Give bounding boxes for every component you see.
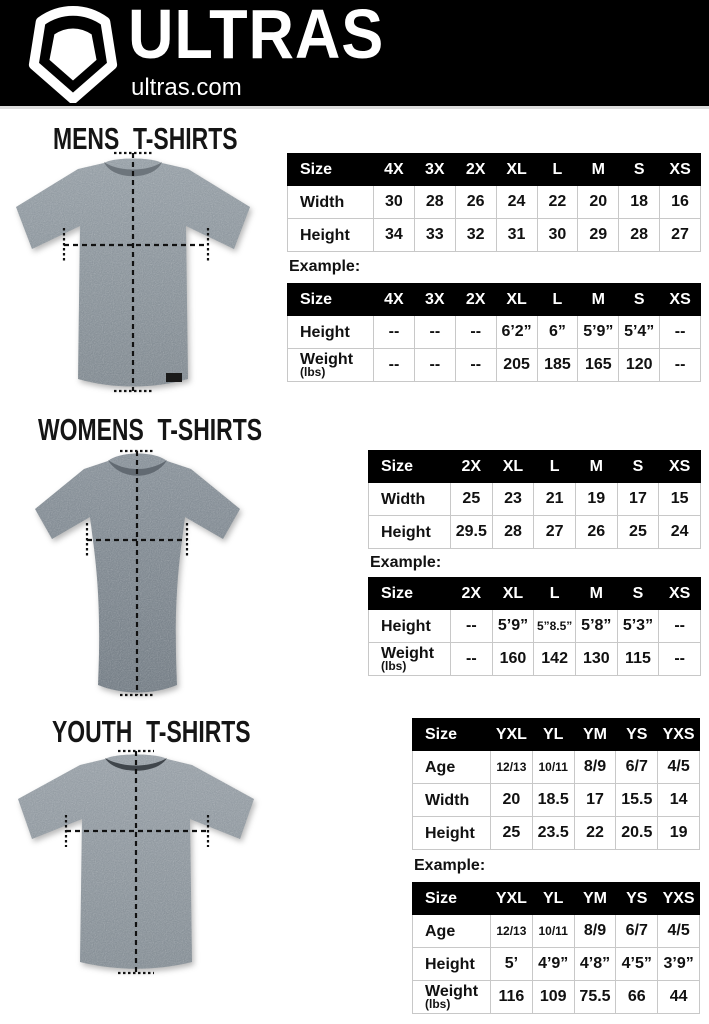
size-col-header: XL xyxy=(496,154,537,186)
brand-title: ULTRAS xyxy=(128,0,385,73)
row-label: Width xyxy=(288,186,374,219)
size-col-header: YL xyxy=(532,719,574,751)
table-cell: 17 xyxy=(574,784,616,817)
table-cell: 24 xyxy=(659,516,701,549)
table-row xyxy=(288,316,701,349)
mens-section-title: MENS T-SHIRTS xyxy=(53,121,238,156)
size-col-header: 3X xyxy=(414,284,455,316)
size-col-header: YM xyxy=(574,883,616,915)
mens-size-table xyxy=(287,153,701,252)
table-cell: 15 xyxy=(659,483,701,516)
table-cell: -- xyxy=(455,349,496,382)
table-cell: 5’ xyxy=(491,948,533,981)
size-col-header: 2X xyxy=(455,284,496,316)
table-cell: 34 xyxy=(374,219,415,252)
womens-size-table xyxy=(368,450,701,549)
youth-example-label: Example: xyxy=(414,857,486,874)
table-cell: 5’3” xyxy=(617,610,659,643)
table-cell: 3’9” xyxy=(658,948,700,981)
size-label-header: Size xyxy=(369,451,451,483)
size-label-header: Size xyxy=(288,154,374,186)
size-col-header: XL xyxy=(492,451,534,483)
youth-shirt-image xyxy=(10,747,262,979)
size-col-header: L xyxy=(537,154,578,186)
table-row xyxy=(288,219,701,252)
table-row xyxy=(288,349,701,382)
youth-size-table xyxy=(412,718,700,850)
hem-label-tag xyxy=(166,373,182,382)
womens-section-title: WOMENS T-SHIRTS xyxy=(38,412,263,447)
table-row xyxy=(413,751,700,784)
table-cell: 32 xyxy=(455,219,496,252)
table-cell: 29.5 xyxy=(451,516,493,549)
size-col-header: L xyxy=(537,284,578,316)
table-cell: 8/9 xyxy=(574,751,616,784)
table-cell: -- xyxy=(374,316,415,349)
size-col-header: XS xyxy=(659,451,701,483)
mens-example-table xyxy=(287,283,701,382)
table-cell: 18.5 xyxy=(532,784,574,817)
table-cell: 19 xyxy=(658,817,700,850)
table-cell: 4’5” xyxy=(616,948,658,981)
table-cell: 25 xyxy=(491,817,533,850)
row-label: Height xyxy=(413,948,491,981)
row-sublabel: (lbs) xyxy=(300,365,326,379)
size-col-header: YS xyxy=(616,719,658,751)
size-col-header: S xyxy=(619,284,660,316)
table-cell: 6/7 xyxy=(616,915,658,948)
size-col-header: 3X xyxy=(414,154,455,186)
table-cell: 27 xyxy=(660,219,701,252)
row-label: Width xyxy=(369,483,451,516)
table-row xyxy=(369,483,701,516)
size-col-header: YXL xyxy=(491,883,533,915)
table-cell: 5’8” xyxy=(575,610,617,643)
size-col-header: M xyxy=(575,451,617,483)
table-cell: 4’8” xyxy=(574,948,616,981)
size-col-header: 4X xyxy=(374,284,415,316)
table-cell: 19 xyxy=(575,483,617,516)
table-row xyxy=(413,817,700,850)
table-cell: -- xyxy=(374,349,415,382)
table-cell: 25 xyxy=(451,483,493,516)
size-col-header: L xyxy=(534,451,576,483)
size-col-header: YXL xyxy=(491,719,533,751)
row-label: Age xyxy=(413,915,491,948)
table-cell: 185 xyxy=(537,349,578,382)
table-cell: 27 xyxy=(534,516,576,549)
row-label: Height xyxy=(288,316,374,349)
table-cell: 10/11 xyxy=(532,751,574,784)
womens-shirt-image xyxy=(25,445,250,701)
size-label-header: Size xyxy=(413,719,491,751)
table-cell: 20 xyxy=(491,784,533,817)
table-cell: 15.5 xyxy=(616,784,658,817)
table-cell: 16 xyxy=(660,186,701,219)
table-cell: -- xyxy=(414,316,455,349)
table-cell: 28 xyxy=(492,516,534,549)
table-row xyxy=(369,610,701,643)
size-col-header: YS xyxy=(616,883,658,915)
size-col-header: S xyxy=(617,451,659,483)
table-cell: 17 xyxy=(617,483,659,516)
table-cell: 10/11 xyxy=(532,915,574,948)
table-cell: 22 xyxy=(574,817,616,850)
size-col-header: M xyxy=(578,284,619,316)
size-col-header: M xyxy=(578,154,619,186)
table-cell: 24 xyxy=(496,186,537,219)
row-label: Height xyxy=(288,219,374,252)
table-row xyxy=(369,516,701,549)
table-cell: 18 xyxy=(619,186,660,219)
table-cell: 30 xyxy=(374,186,415,219)
table-cell: -- xyxy=(451,643,493,676)
table-cell: 12/13 xyxy=(491,915,533,948)
table-cell: 30 xyxy=(537,219,578,252)
ultras-shield-logo-icon xyxy=(22,5,124,103)
table-cell: 6’2” xyxy=(496,316,537,349)
mens-shirt-image xyxy=(8,149,258,395)
size-col-header: YXS xyxy=(658,883,700,915)
size-label-header: Size xyxy=(369,578,451,610)
row-label: Age xyxy=(413,751,491,784)
table-cell: 28 xyxy=(619,219,660,252)
table-cell: 26 xyxy=(575,516,617,549)
size-label-header: Size xyxy=(413,883,491,915)
table-cell: 26 xyxy=(455,186,496,219)
table-cell: 21 xyxy=(534,483,576,516)
table-cell: 12/13 xyxy=(491,751,533,784)
table-cell: 8/9 xyxy=(574,915,616,948)
table-cell: 4’9” xyxy=(532,948,574,981)
table-cell: 5’9” xyxy=(578,316,619,349)
size-col-header: YM xyxy=(574,719,616,751)
table-cell: 5’9” xyxy=(492,610,534,643)
row-label: Weight (lbs) xyxy=(413,981,491,1014)
table-row xyxy=(413,915,700,948)
size-col-header: 4X xyxy=(374,154,415,186)
table-cell: 109 xyxy=(532,981,574,1014)
table-cell: 33 xyxy=(414,219,455,252)
row-label: Height xyxy=(413,817,491,850)
table-cell: 6/7 xyxy=(616,751,658,784)
size-col-header: XL xyxy=(496,284,537,316)
size-label-header: Size xyxy=(288,284,374,316)
table-cell: -- xyxy=(659,643,701,676)
table-cell: 66 xyxy=(616,981,658,1014)
table-cell: 20.5 xyxy=(616,817,658,850)
size-col-header: 2X xyxy=(455,154,496,186)
header-bar xyxy=(0,0,709,109)
size-col-header: YXS xyxy=(658,719,700,751)
row-label: Height xyxy=(369,610,451,643)
table-cell: 130 xyxy=(575,643,617,676)
row-label: Height xyxy=(369,516,451,549)
table-cell: 115 xyxy=(617,643,659,676)
row-sublabel: (lbs) xyxy=(381,659,407,673)
table-row xyxy=(413,948,700,981)
table-cell: 5’4” xyxy=(619,316,660,349)
table-cell: -- xyxy=(414,349,455,382)
table-cell: 205 xyxy=(496,349,537,382)
row-label: Width xyxy=(413,784,491,817)
size-col-header: S xyxy=(619,154,660,186)
table-row xyxy=(288,186,701,219)
table-cell: 142 xyxy=(534,643,576,676)
table-cell: -- xyxy=(451,610,493,643)
size-col-header: XS xyxy=(660,284,701,316)
table-cell: 4/5 xyxy=(658,915,700,948)
size-col-header: S xyxy=(617,578,659,610)
table-cell: -- xyxy=(659,610,701,643)
table-cell: 23 xyxy=(492,483,534,516)
table-cell: 116 xyxy=(491,981,533,1014)
table-row xyxy=(413,784,700,817)
table-cell: 31 xyxy=(496,219,537,252)
size-col-header: YL xyxy=(532,883,574,915)
row-sublabel: (lbs) xyxy=(425,997,451,1011)
size-col-header: XS xyxy=(659,578,701,610)
table-cell: -- xyxy=(660,349,701,382)
table-cell: 20 xyxy=(578,186,619,219)
table-cell: -- xyxy=(455,316,496,349)
size-col-header: XL xyxy=(492,578,534,610)
table-cell: 165 xyxy=(578,349,619,382)
table-cell: 160 xyxy=(492,643,534,676)
table-cell: 23.5 xyxy=(532,817,574,850)
table-cell: 5”8.5” xyxy=(534,610,576,643)
size-col-header: M xyxy=(575,578,617,610)
row-label: Weight (lbs) xyxy=(369,643,451,676)
table-cell: 29 xyxy=(578,219,619,252)
womens-example-label: Example: xyxy=(370,554,442,571)
table-cell: 75.5 xyxy=(574,981,616,1014)
mens-example-label: Example: xyxy=(289,258,361,275)
table-cell: 28 xyxy=(414,186,455,219)
womens-example-table xyxy=(368,577,701,676)
table-row xyxy=(369,643,701,676)
size-col-header: 2X xyxy=(451,578,493,610)
table-cell: 44 xyxy=(658,981,700,1014)
size-col-header: XS xyxy=(660,154,701,186)
size-col-header: L xyxy=(534,578,576,610)
youth-section-title: YOUTH T-SHIRTS xyxy=(52,714,251,749)
table-cell: 4/5 xyxy=(658,751,700,784)
table-cell: 22 xyxy=(537,186,578,219)
table-cell: 25 xyxy=(617,516,659,549)
table-cell: -- xyxy=(660,316,701,349)
row-label: Weight (lbs) xyxy=(288,349,374,382)
youth-example-table xyxy=(412,882,700,1014)
site-url: ultras.com xyxy=(131,74,242,101)
table-cell: 6” xyxy=(537,316,578,349)
table-cell: 120 xyxy=(619,349,660,382)
table-cell: 14 xyxy=(658,784,700,817)
table-row xyxy=(413,981,700,1014)
size-col-header: 2X xyxy=(451,451,493,483)
